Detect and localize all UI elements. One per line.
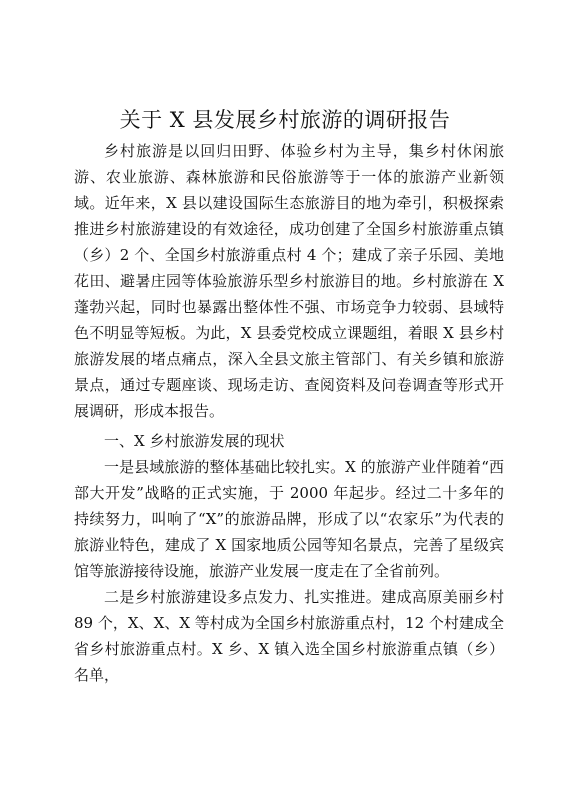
section-heading: 一、X 乡村旅游发展的现状 [104, 432, 285, 450]
intro-paragraph: 乡村旅游是以回归田野、体验乡村为主导，集乡村休闲旅游、农业旅游、森林旅游和民俗旅游等于一体的旅游产业新领域。近年来，X 县以建设国际生态旅游目的地为牵引，积极探索推进乡村旅游建设的有效途径，成功创建了全国乡村旅游重点镇（乡）2 个、全国乡村旅游重点村 4 个；建成了亲子乐园、美地花田、避暑庄园等体验旅游乐型乡村旅游目的地。乡村旅游在 X 蓬勃兴起，同时也暴露出整体性不强、市场竞争力较弱、县域特色不明显等短板。为此，X 县委党校成立课题组，着眼 X 县乡村旅游发展的堵点痛点，深入全县文旅主管部门、有关乡镇和旅游景点，通过专题座谈、现场走访、查阅资料及问卷调查等形式开展调研，形成本报告。 [74, 142, 504, 420]
section-paragraph-1: 一是县域旅游的整体基础比较扎实。X 的旅游产业伴随着“西部大开发”战略的正式实施，于 2000 年起步。经过二十多年的持续努力，叫响了“X”的旅游品牌，形成了以“农家乐”为代表的旅游业特色，建成了 X 国家地质公园等知名景点，完善了星级宾馆等旅游接待设施，旅游产业发展一度走在了全省前列。 [74, 458, 504, 580]
document-title: 关于 X 县发展乡村旅游的调研报告 [119, 108, 451, 132]
document-body [74, 138, 504, 688]
section-paragraph-2: 二是乡村旅游建设多点发力、扎实推进。建成高原美丽乡村 89 个，X、X、X 等村成为全国乡村旅游重点村，12 个村建成全省乡村旅游重点村。X 乡、X 镇入选全国乡村旅游重点镇（乡）名单， [74, 588, 504, 684]
